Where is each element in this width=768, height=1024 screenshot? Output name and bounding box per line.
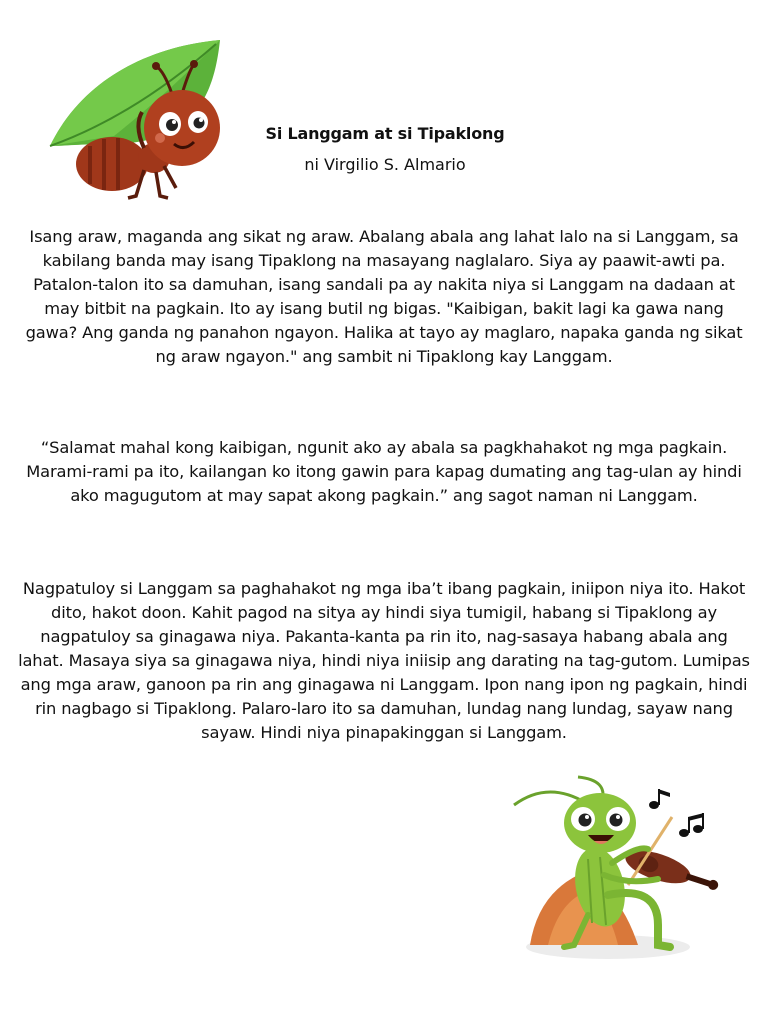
paragraph-1: Isang araw, maganda ang sikat ng araw. Abalang abala ang lahat lalo na si Langgam, sa kabilang banda may isang Tipaklong na masayang naglalaro. Siya ay paawit-awti pa. Patalon-talon ito sa damuhan, isang sandali pa ay nakita niya si Langgam na dadaan at may bitbit na pagkain. Ito ay isang butil ng bigas. "Kaibigan, bakit lagi ka gawa nang gawa? Ang ganda ng panahon ngayon. Halika at tayo ay maglaro, napaka ganda ng sikat ng araw ngayon." ang sambit ni Tipaklong kay Langgam. bbox=[25, 227, 743, 366]
grasshopper-violin-illustration bbox=[508, 775, 723, 970]
paragraph-2: “Salamat mahal kong kaibigan, ngunit ako ay abala sa pagkhahakot ng mga pagkain. Marami-rami pa ito, kailangan ko itong gawin para kapag dumating ang tag-ulan ay hindi ako magugutom at may sapat akong pagkain.” ang sagot naman ni Langgam. bbox=[26, 438, 742, 505]
story-title: Si Langgam at si Tipaklong bbox=[265, 124, 505, 143]
paragraph-3: Nagpatuloy si Langgam sa paghahakot ng mga iba’t ibang pagkain, iniipon niya ito. Hakot dito, hakot doon. Kahit pagod na sitya ay hindi siya tumigil, habang si Tipaklong ay nagpatuloy sa ginagawa niya. Pakanta-kanta pa rin ito, nag-sasaya habang abala ang lahat. Masaya siya sa ginagawa niya, hindi niya iniisip ang darating na tag-gutom. Lumipas ang mga araw, ganoon pa rin ang ginagawa ni Langgam. Ipon nang ipon ng pagkain, hindi rin nagbago si Tipaklong. Palaro-laro ito sa damuhan, lundag nang lundag, sayaw nang sayaw. Hindi niya pinapakinggan si Langgam. bbox=[18, 579, 750, 742]
music-note-icon bbox=[649, 789, 704, 837]
ant-with-leaf-illustration bbox=[44, 36, 234, 206]
story-author: ni Virgilio S. Almario bbox=[304, 155, 466, 174]
